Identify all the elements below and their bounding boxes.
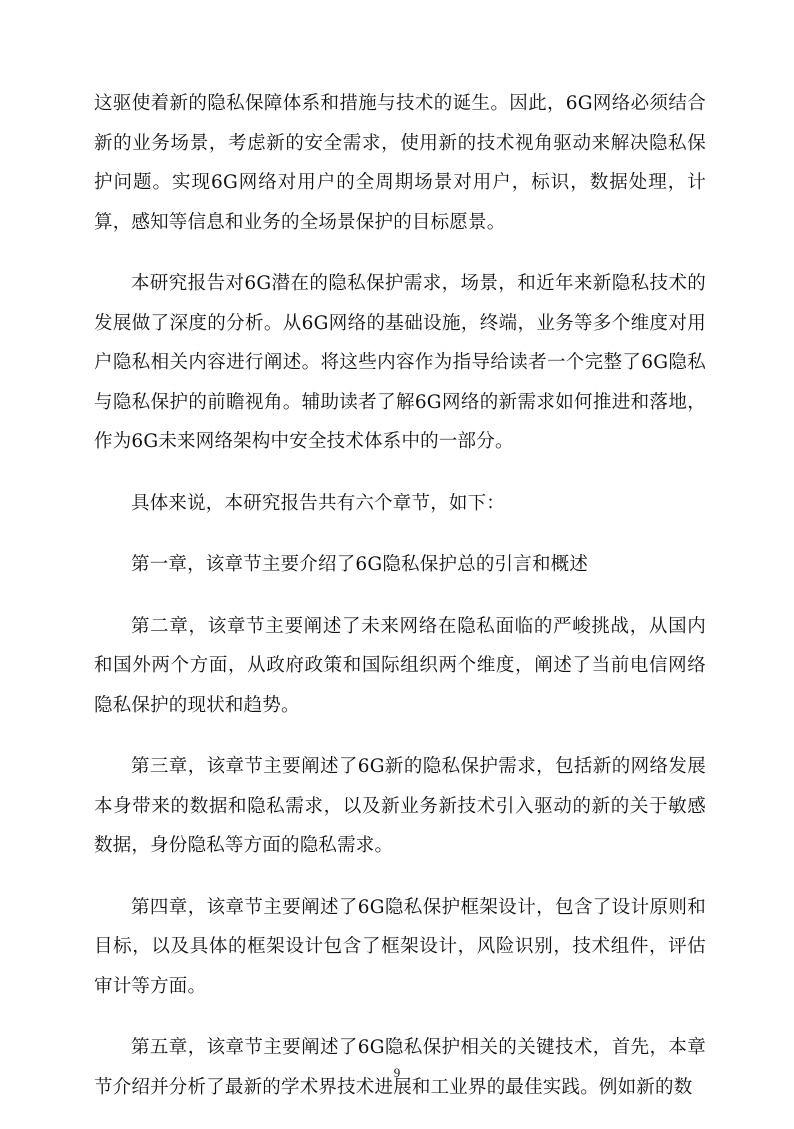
paragraph-chapter-1: 第一章，该章节主要介绍了6G隐私保护总的引言和概述 [131, 554, 589, 575]
paragraph-continuation: 这驱使着新的隐私保障体系和措施与技术的诞生。因此，6G网络必须结合新的业务场景，考虑新的安全需求，使用新的技术视角驱动来解决隐私保护问题。实现6G网络对用户的全周期场景对用户，标识，数据处理，计算，感知等信息和业务的全场景保护的目标愿景。 [94, 93, 706, 233]
paragraph-chapter-3: 第三章，该章节主要阐述了6G新的隐私保护需求，包括新的网络发展本身带来的数据和隐私需求，以及新业务新技术引入驱动的新的关于敏感数据，身份隐私等方面的隐私需求。 [94, 756, 706, 856]
paragraph-chapter-5: 第五章，该章节主要阐述了6G隐私保护相关的关键技术，首先，本章节介绍并分析了最新的学术界技术进展和工业界的最佳实践。例如新的数 [94, 1037, 706, 1098]
paragraph-report-overview: 本研究报告对6G潜在的隐私保护需求，场景，和近年来新隐私技术的发展做了深度的分析。从6G网络的基础设施，终端，业务等多个维度对用户隐私相关内容进行阐述。将这些内容作为指导给读者一个完整了6G隐私与隐私保护的前瞻视角。辅助读者了解6G网络的新需求如何推进和落地，作为6G未来网络架构中安全技术体系中的一部分。 [94, 273, 706, 452]
paragraph-chapter-intro: 具体来说，本研究报告共有六个章节，如下： [131, 492, 506, 514]
page-number: 9 [393, 1065, 401, 1080]
document-body [94, 84, 706, 1129]
paragraph-chapter-4: 第四章，该章节主要阐述了6G隐私保护框架设计，包含了设计原则和目标，以及具体的框架设计包含了框架设计，风险识别，技术组件，评估审计等方面。 [94, 896, 706, 997]
paragraph-chapter-2: 第二章，该章节主要阐述了未来网络在隐私面临的严峻挑战，从国内和国外两个方面，从政府政策和国际组织两个维度，阐述了当前电信网络隐私保护的现状和趋势。 [94, 615, 706, 716]
